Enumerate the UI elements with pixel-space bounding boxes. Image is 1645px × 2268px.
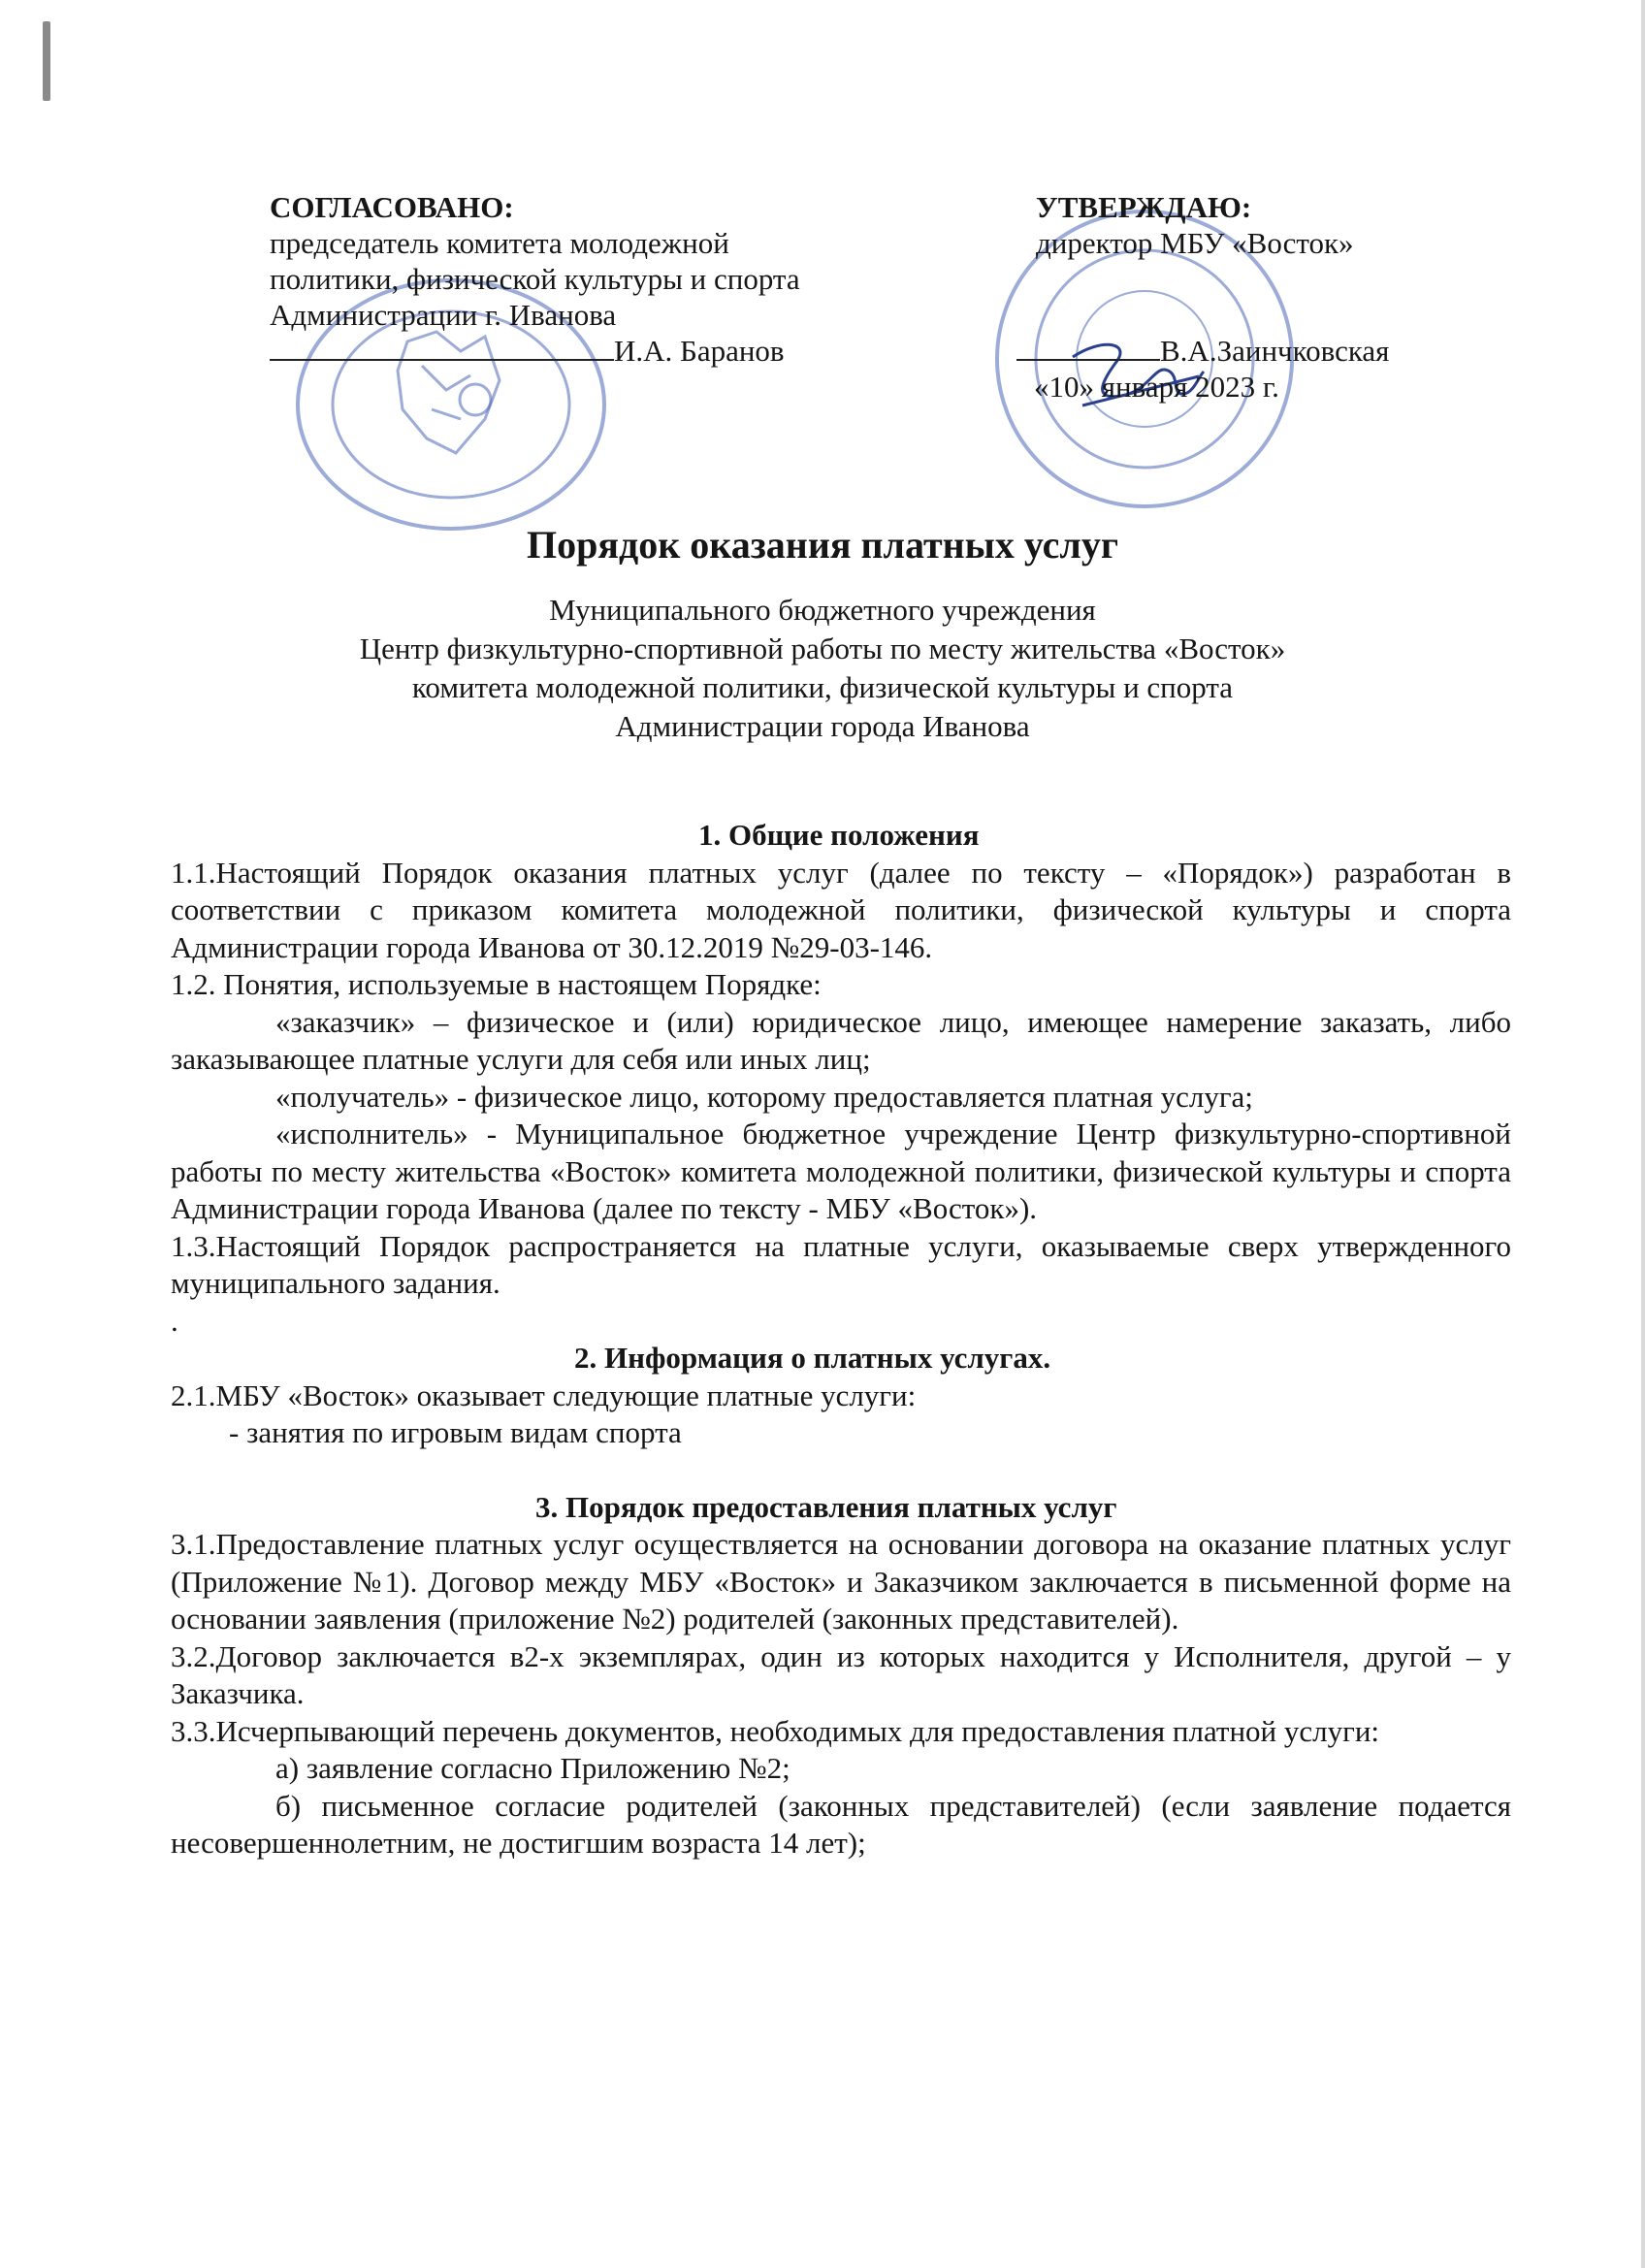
approval-date: «10» января 2023 г. [1034, 370, 1279, 404]
subtitle-line-3: комитета молодежной политики, физической культуры и спорта [411, 670, 1234, 704]
signature-line-left [270, 359, 614, 361]
approved-heading: УТВЕРЖДАЮ: [1036, 190, 1252, 224]
agreed-line-1: председатель комитета молодежной [270, 226, 729, 260]
agreed-heading: СОГЛАСОВАНО: [270, 190, 514, 224]
paragraph-3-1: 3.1.Предоставление платных услуг осуществляется на основании договора на оказание платных услуг (Приложение №1). Договор между МБУ «Восток» и Заказчиком заключается в письменной форме на основании заявления (приложение №2) родителей (законных представителей). [171, 1527, 1511, 1636]
section-3-heading: 3. Порядок предоставления платных услуг [535, 1489, 1117, 1524]
service-item-1: - занятия по игровым видам спорта [229, 1415, 682, 1449]
subtitle-line-1: Муниципального бюджетного учреждения [549, 593, 1096, 627]
paragraph-1-3: 1.3.Настоящий Порядок распространяется на платные услуги, оказываемые сверх утвержденного муниципального задания. [171, 1228, 1511, 1300]
definition-customer: «заказчик» – физическое и (или) юридическое лицо, имеющее намерение заказать, либо заказывающее платные услуги для себя или иных лиц; [171, 1004, 1511, 1076]
signature-line-right [1016, 359, 1160, 361]
definition-executor: «исполнитель» - Муниципальное бюджетное учреждение Центр физкультурно-спортивной работы по месту жительства «Восток» комитета молодежной политики, физической культуры и спорта Администрации города Иванова (далее по тексту - МБУ «Восток»). [171, 1117, 1511, 1225]
agreed-line-2: политики, физической культуры и спорта [270, 262, 800, 296]
section-2-heading: 2. Информация о платных услугах. [574, 1341, 1051, 1375]
document-title: Порядок оказания платных услуг [526, 523, 1119, 567]
document-body [171, 817, 1511, 1863]
paragraph-3-2: 3.2.Договор заключается в2-х экземплярах, один из которых находится у Исполнителя, другой – у Заказчика. [171, 1638, 1511, 1710]
subtitle-line-2: Центр физкультурно-спортивной работы по месту жительства «Восток» [359, 632, 1286, 665]
subtitle-line-4: Администрации города Иванова [615, 709, 1030, 743]
approved-signer: В.А.Заинчковская [1160, 334, 1390, 368]
agreed-signer: И.А. Баранов [614, 334, 785, 368]
approval-block-left [270, 189, 800, 369]
document-item-b: б) письменное согласие родителей (законных представителей) (если заявление подается несовершеннолетним, не достигшим возраста 14 лет); [171, 1788, 1511, 1860]
stray-dot: . [171, 1303, 178, 1338]
approval-block-right [1036, 189, 1389, 405]
paragraph-2-1: 2.1.МБУ «Восток» оказывает следующие платные услуги: [171, 1377, 917, 1412]
definition-recipient: «получатель» - физическое лицо, которому предоставляется платная услуга; [275, 1079, 1253, 1114]
page-edge [1641, 0, 1645, 2268]
agreed-line-3: Администрации г. Иванова [270, 298, 617, 332]
section-1-heading: 1. Общие положения [698, 818, 980, 852]
binder-mark [43, 21, 50, 101]
approved-line-1: директор МБУ «Восток» [1036, 226, 1354, 260]
document-item-a: а) заявление согласно Приложению №2; [275, 1751, 790, 1785]
paragraph-1-2: 1.2. Понятия, используемые в настоящем Порядке: [171, 967, 822, 1001]
paragraph-1-1: 1.1.Настоящий Порядок оказания платных услуг (далее по тексту – «Порядок») разработан в соответствии с приказом комитета молодежной политики, физической культуры и спорта Администрации города Иванова от 30.12.2019 №29-03-146. [171, 855, 1511, 964]
paragraph-3-3: 3.3.Исчерпывающий перечень документов, необходимых для предоставления платной услуги: [171, 1713, 1380, 1748]
